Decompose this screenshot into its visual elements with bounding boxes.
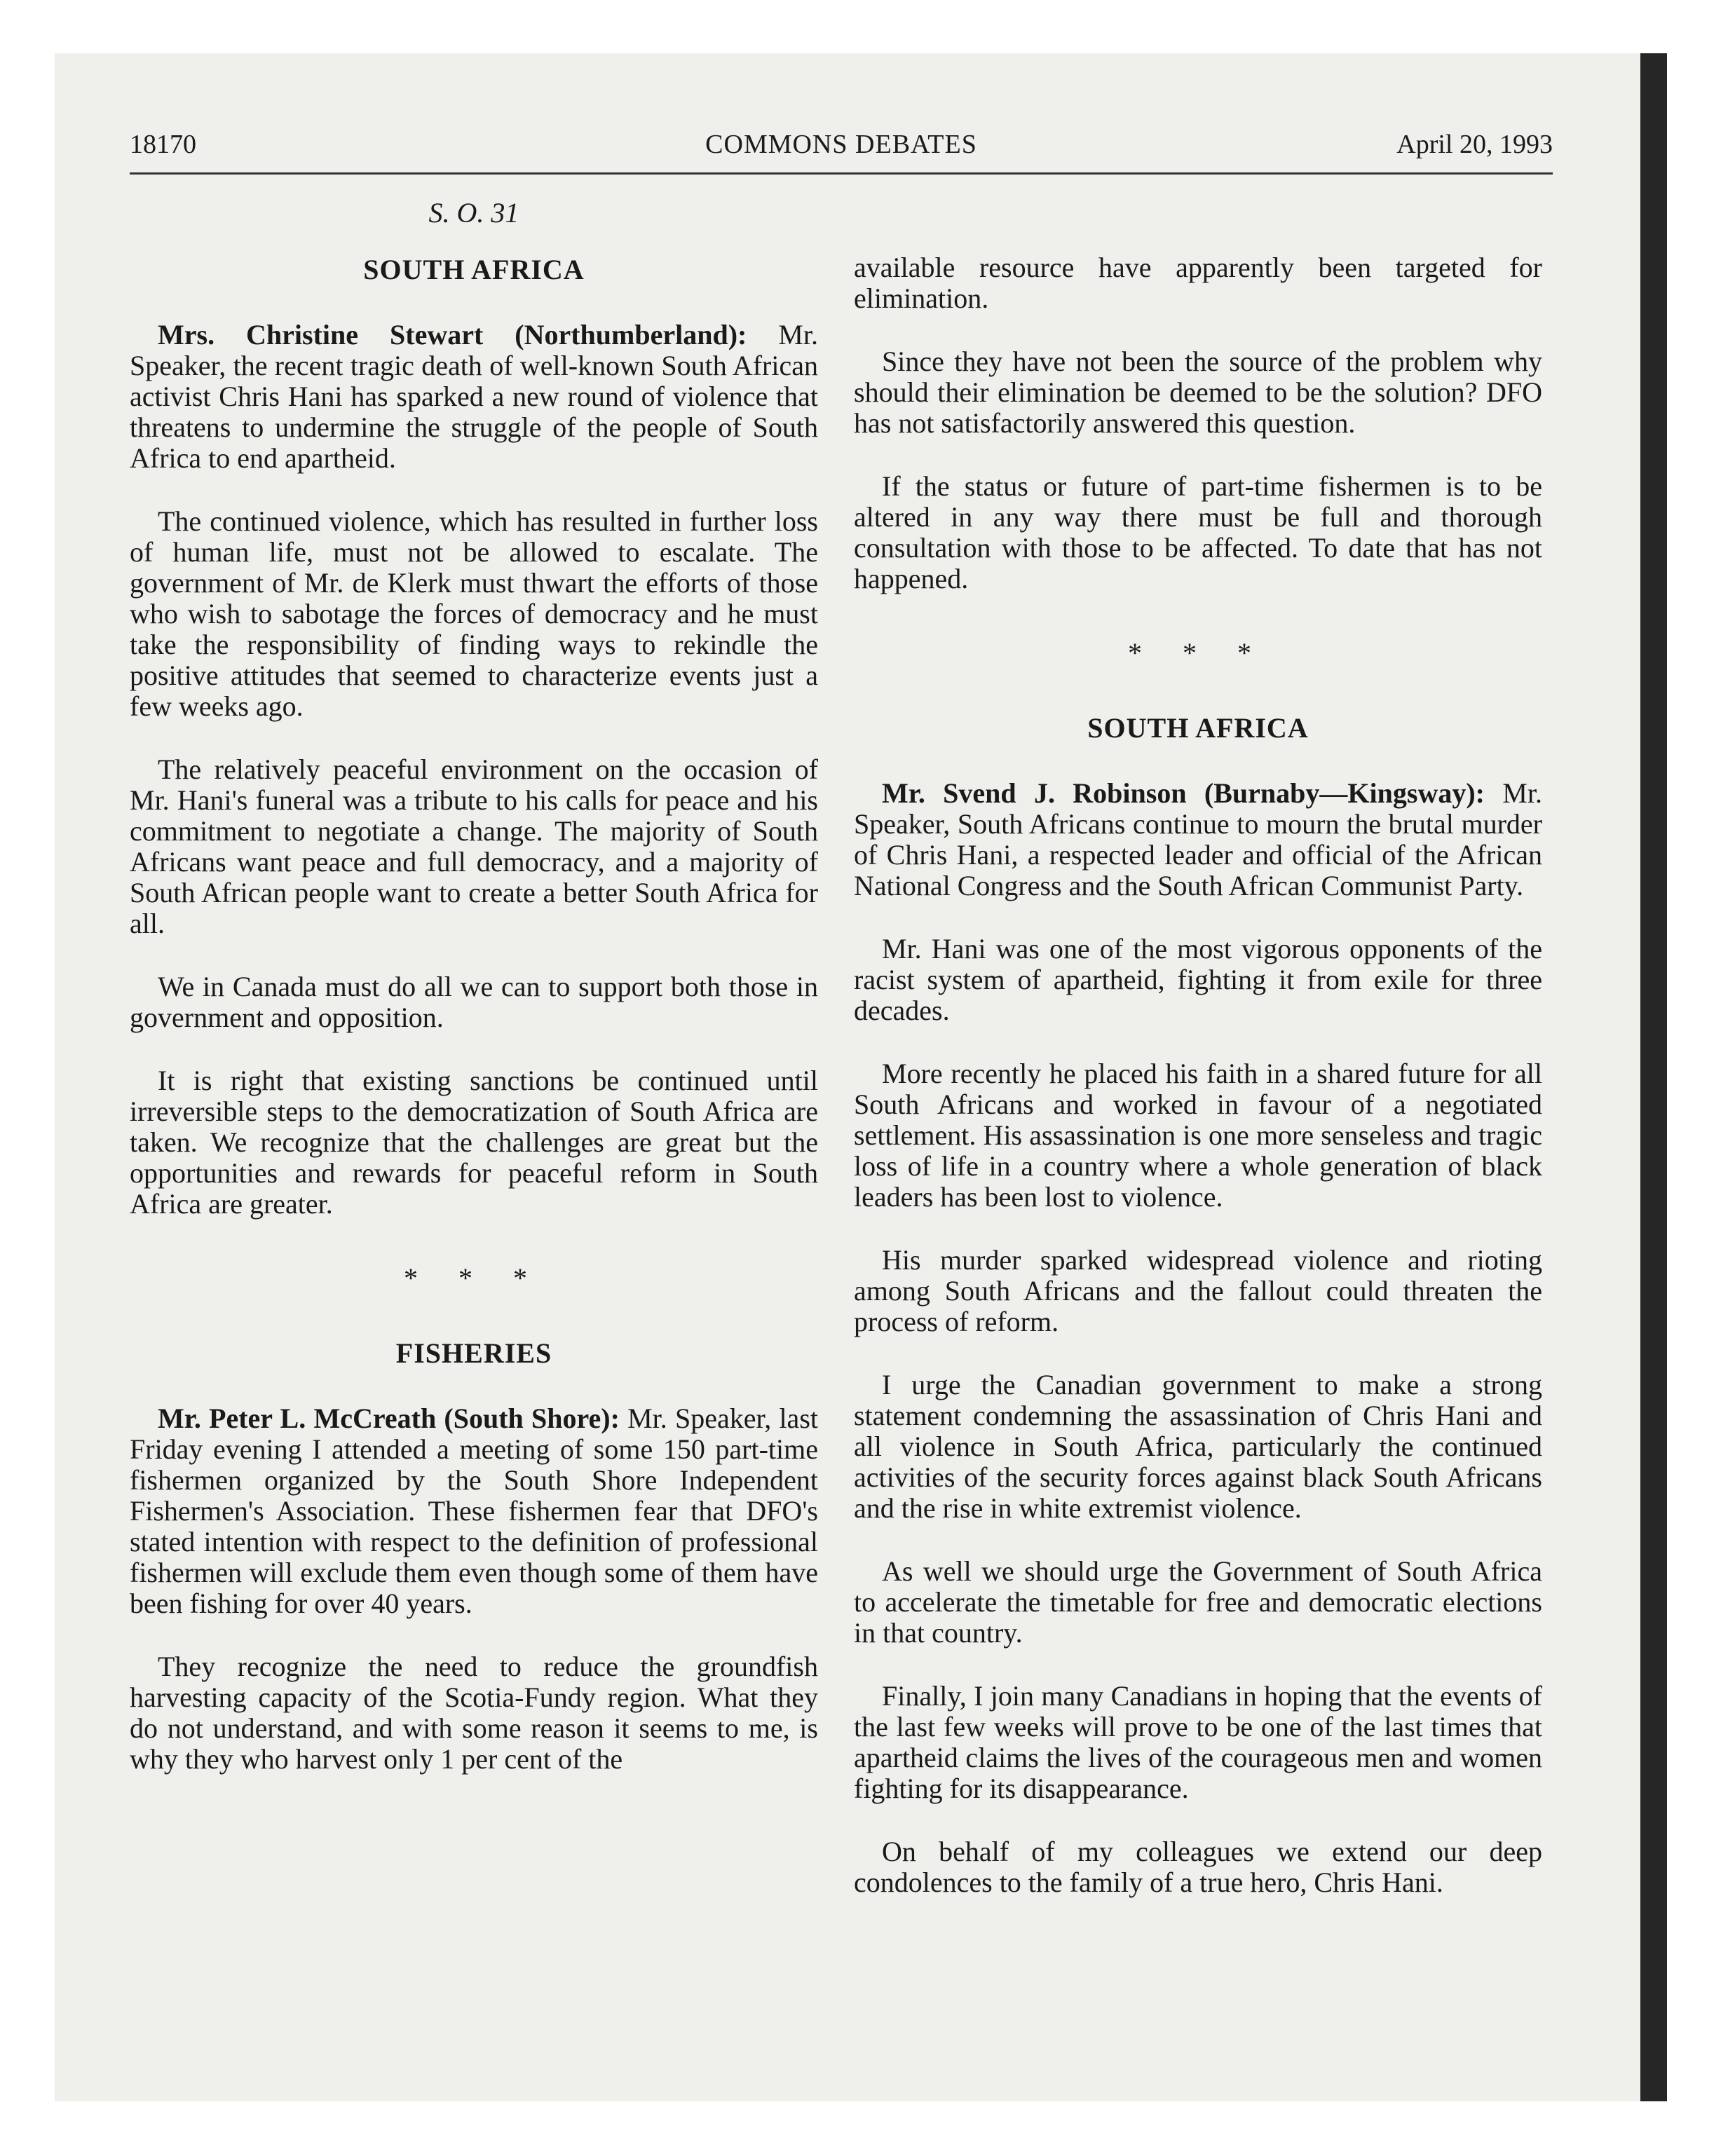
statement-paragraph: More recently he placed his faith in a shared future for all South Africans and worked in favour of a negotiated settlement. His assassination is one more senseless and tragic loss of life in a country where a whole generation of black leaders has been lost to violence. bbox=[854, 1058, 1542, 1213]
statement-paragraph bbox=[130, 1403, 818, 1619]
statement-text: Mr. Speaker, South Africans continue to mourn the brutal murder of Chris Hani, a respected leader and official of the African National Congress and the South African Communist Party. bbox=[854, 777, 1542, 901]
section-separator: * * * bbox=[404, 1262, 544, 1294]
page-number: 18170 bbox=[130, 130, 196, 159]
statement-paragraph: They recognize the need to reduce the groundfish harvesting capacity of the Scotia-Fundy region. What they do not understand, and with some reason it seems to me, is why they who harvest only 1 per cent of the bbox=[130, 1651, 818, 1775]
statement-paragraph: If the status or future of part-time fishermen is to be altered in any way there must be full and thorough consultation with those to be affected. To date that has not happened. bbox=[854, 470, 1542, 594]
statement-paragraph: It is right that existing sanctions be continued until irreversible steps to the democratization of South Africa are taken. We recognize that the challenges are great but the opportunities and rewards for peaceful reform in South Africa are greater. bbox=[130, 1065, 818, 1220]
statement-paragraph bbox=[130, 320, 818, 474]
right-column bbox=[854, 252, 1542, 1930]
left-column bbox=[130, 191, 818, 1807]
statement-text: Mr. Speaker, last Friday evening I attended a meeting of some 150 part-time fishermen organized by the South Shore Independent Fishermen's Association. These fishermen fear that DFO's stated intention with respect to the definition of professional fishermen will exclude them even though some of them have been fishing for over 40 years. bbox=[130, 1403, 818, 1619]
section-heading-fisheries: FISHERIES bbox=[395, 1337, 552, 1369]
page-header bbox=[130, 123, 1553, 175]
statement-paragraph: The relatively peaceful environment on the occasion of Mr. Hani's funeral was a tribute to his calls for peace and his commitment to negotiate a change. The majority of South Africans want peace and full democracy, and a majority of South African people want to create a better South Africa for all. bbox=[130, 753, 818, 939]
section-heading-south-africa: SOUTH AFRICA bbox=[1087, 712, 1309, 744]
statement-paragraph: Finally, I join many Canadians in hoping that the events of the last few weeks will prove to be one of the last times that apartheid claims the lives of the courageous men and women fighting for its disappearance. bbox=[854, 1680, 1542, 1804]
section-separator: * * * bbox=[1128, 637, 1268, 669]
statement-paragraph: We in Canada must do all we can to support both those in government and opposition. bbox=[130, 971, 818, 1033]
statement-paragraph: His murder sparked widespread violence and rioting among South Africans and the fallout could threaten the process of reform. bbox=[854, 1244, 1542, 1337]
statement-paragraph: Since they have not been the source of the problem why should their elimination be deemed to be the solution? DFO has not satisfactorily answered this question. bbox=[854, 346, 1542, 439]
speaker-name: Mr. Svend J. Robinson (Burnaby—Kingsway): bbox=[882, 777, 1485, 809]
statement-paragraph: available resource have apparently been targeted for elimination. bbox=[854, 252, 1542, 314]
statement-text: Mr. Speaker, the recent tragic death of well-known South African activist Chris Hani has sparked a new round of violence that threatens to undermine the struggle of the people of South Africa to end apartheid. bbox=[130, 319, 818, 474]
scan-edge-shadow bbox=[1640, 53, 1667, 2101]
publication-title: COMMONS DEBATES bbox=[705, 130, 977, 159]
page-date: April 20, 1993 bbox=[1396, 130, 1553, 159]
statement-paragraph: As well we should urge the Government of South Africa to accelerate the timetable for free and democratic elections in that country. bbox=[854, 1555, 1542, 1649]
speaker-name: Mr. Peter L. McCreath (South Shore): bbox=[158, 1403, 620, 1434]
statement-paragraph: Mr. Hani was one of the most vigorous opponents of the racist system of apartheid, fighting it from exile for three decades. bbox=[854, 933, 1542, 1026]
section-heading-south-africa: SOUTH AFRICA bbox=[363, 254, 585, 285]
statement-paragraph: I urge the Canadian government to make a strong statement condemning the assassination of Chris Hani and all violence in South Africa, particularly the continued activities of the security forces against black South Africans and the rise in white extremist violence. bbox=[854, 1369, 1542, 1524]
statement-paragraph: On behalf of my colleagues we extend our deep condolences to the family of a true hero, Chris Hani. bbox=[854, 1836, 1542, 1898]
statement-paragraph: The continued violence, which has resulted in further loss of human life, must not be allowed to escalate. The government of Mr. de Klerk must thwart the efforts of those who wish to sabotage the forces of democracy and he must take the responsibility of finding ways to rekindle the positive attitudes that seemed to characterize events just a few weeks ago. bbox=[130, 505, 818, 722]
speaker-name: Mrs. Christine Stewart (Northumberland): bbox=[158, 319, 747, 350]
standing-order-label: S. O. 31 bbox=[428, 197, 519, 228]
statement-paragraph bbox=[854, 778, 1542, 901]
